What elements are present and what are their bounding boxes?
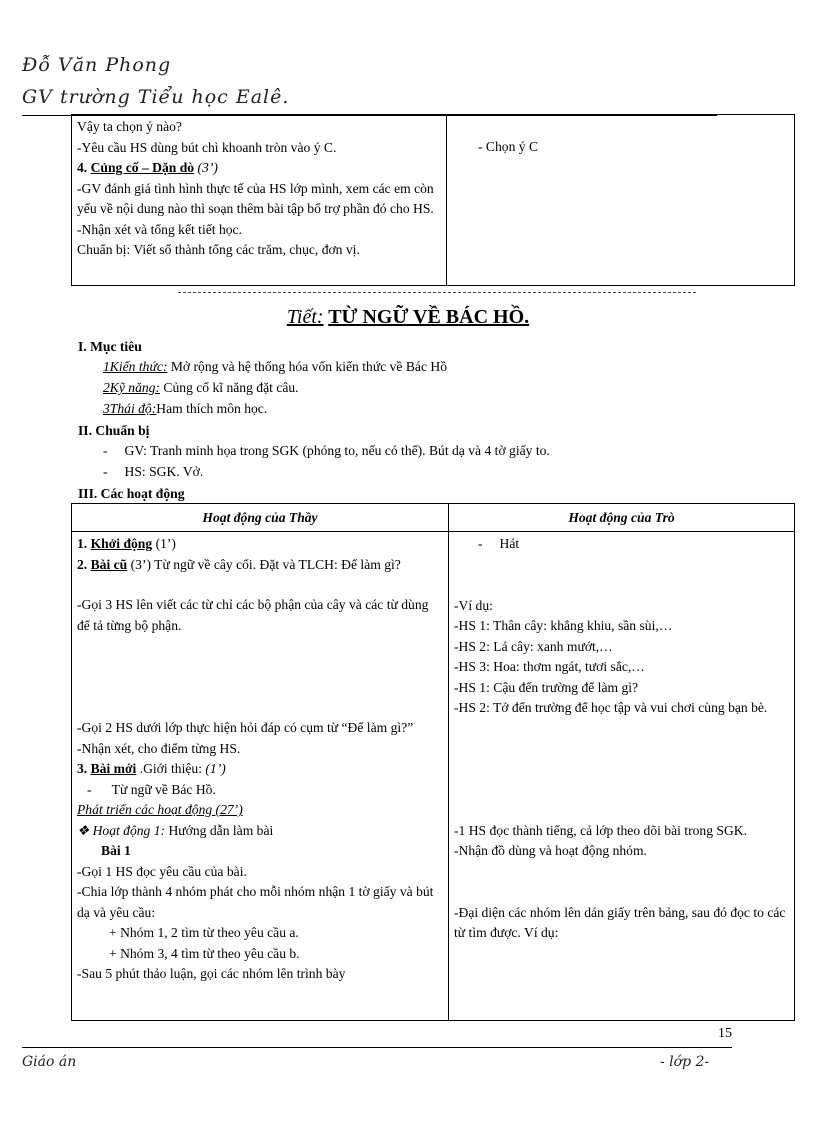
student-answer: - Chọn ý C xyxy=(478,139,539,154)
teacher-line: - Từ ngữ về Bác Hồ. xyxy=(87,781,216,797)
section1-heading: I. Mục tiêu xyxy=(78,339,142,354)
step-title: Bài cũ xyxy=(90,556,128,572)
teacher-line: -Gọi 3 HS lên viết các từ chỉ các bộ phận của cây và các từ dùng để tả từng bộ phận. xyxy=(77,597,429,633)
footer-left: Giáo án xyxy=(22,1054,77,1070)
step-title: Khởi động xyxy=(90,536,153,551)
objective-text: Củng cố kĩ năng đặt câu. xyxy=(160,380,299,395)
top-table-student-cell xyxy=(447,115,795,286)
section2-heading: II. Chuẩn bị xyxy=(78,423,150,438)
student-line: -HS 2: Lá cây: xanh mướt,… xyxy=(454,638,613,654)
exercise-heading: Bài 1 xyxy=(101,843,131,858)
teacher-line: -Chia lớp thành 4 nhóm phát cho mỗi nhóm nhận 1 tờ giấy và bút dạ và yêu cầu: xyxy=(77,884,434,920)
separator-line xyxy=(178,292,696,293)
step-text: .Giới thiệu: xyxy=(136,761,206,776)
student-line: -1 HS đọc thành tiếng, cả lớp theo dõi bài trong SGK. xyxy=(454,822,747,838)
activity-label: ❖ Hoạt động 1: xyxy=(77,822,166,838)
activities-table xyxy=(71,503,795,1021)
col-header-teacher: Hoạt động của Thầy xyxy=(72,504,449,532)
top-line: Chuẩn bị: Viết số thành tổng các trăm, chục, đơn vị. xyxy=(77,242,360,257)
teacher-line: -Gọi 1 HS đọc yêu cầu của bài. xyxy=(77,863,247,879)
activity1-heading xyxy=(77,821,443,842)
objective-attitude xyxy=(103,399,267,419)
footer-divider xyxy=(22,1047,732,1048)
section4-title: Củng cố – Dặn dò xyxy=(90,160,195,175)
teacher-line: -Sau 5 phút thảo luận, gọi các nhóm lên trình bày xyxy=(77,966,346,981)
top-table-teacher-cell xyxy=(72,115,447,286)
teacher-line: + Nhóm 1, 2 tìm từ theo yêu cầu a. xyxy=(109,925,299,940)
activity-text: Hướng dẫn làm bài xyxy=(165,822,274,838)
section3-heading: III. Các hoạt động xyxy=(78,486,185,501)
objective-text: Ham thích môn học. xyxy=(156,401,268,416)
student-line: - Hát xyxy=(478,536,520,551)
lesson-name: TỪ NGỮ VỀ BÁC HỒ. xyxy=(328,306,530,328)
student-line: -HS 2: Tớ đến trường để học tập và vui chơi cùng bạn bè. xyxy=(454,700,768,715)
student-line: -HS 3: Hoa: thơm ngát, tươi sắc,… xyxy=(454,659,645,674)
student-line: -HS 1: Thân cây: khẳng khiu, sần sùi,… xyxy=(454,618,673,633)
teacher-line: -Gọi 2 HS dưới lớp thực hiện hỏi đáp có cụm từ “Để làm gì?” xyxy=(77,720,414,735)
lesson-title xyxy=(0,306,816,329)
objective-label: 2Kỹ năng: xyxy=(103,380,161,395)
teacher-column xyxy=(72,532,449,1021)
step-number: 2. xyxy=(77,556,88,572)
top-line: Vậy ta chọn ý nào? xyxy=(77,119,182,134)
col-header-student: Hoạt động của Trò xyxy=(449,504,795,532)
section4-heading xyxy=(77,158,441,179)
student-column xyxy=(449,532,795,1021)
step-number: 1. xyxy=(77,536,88,551)
objective-label: 3Thái độ: xyxy=(103,401,157,416)
prep-teacher: - GV: Tranh minh họa trong SGK (phóng to, nếu có thể). Bút dạ và 4 tờ giấy to. xyxy=(103,443,550,458)
objective-knowledge xyxy=(103,357,447,377)
page-number: 15 xyxy=(718,1026,732,1041)
objective-skill xyxy=(103,378,299,398)
section4-number: 4. xyxy=(77,160,88,175)
top-line: -Yêu cầu HS dùng bút chì khoanh tròn vào ý C. xyxy=(77,139,337,155)
step-warmup xyxy=(77,534,443,555)
step-new-lesson xyxy=(77,759,443,780)
step-time: (1’) xyxy=(205,761,226,776)
student-line: -Nhận đồ dùng và hoạt động nhóm. xyxy=(454,843,647,858)
step-text: (3’) Từ ngữ về cây cối. Đặt và TLCH: Để làm gì? xyxy=(127,556,401,572)
student-line: -Đại diện các nhóm lên dán giấy trên bảng, sau đó đọc to các từ tìm được. Ví dụ: xyxy=(454,904,786,940)
top-line: -GV đánh giá tình hình thực tế của HS lớp mình, xem các em còn yếu về nội dung nào thì soạn thêm bài tập bổ trợ phần đó cho HS. xyxy=(77,180,434,216)
lesson-label: Tiết: xyxy=(286,306,324,328)
top-activity-table xyxy=(71,114,795,286)
objective-text: Mở rộng và hệ thống hóa vốn kiến thức về Bác Hồ xyxy=(167,359,447,374)
section4-time: (3’) xyxy=(197,160,218,175)
header-position: GV trường Tiểu học Ealê. xyxy=(22,86,290,108)
teacher-line: -Nhận xét, cho điểm từng HS. xyxy=(77,740,241,756)
objective-label: 1Kiến thức: xyxy=(103,359,168,374)
development-heading: Phát triển các hoạt động (27’) xyxy=(77,802,243,817)
header-author: Đỗ Văn Phong xyxy=(22,54,172,76)
step-time: (1’) xyxy=(152,536,176,551)
prep-student: - HS: SGK. Vở. xyxy=(103,464,204,479)
top-line: -Nhận xét và tổng kết tiết học. xyxy=(77,221,242,237)
step-number: 3. xyxy=(77,761,88,776)
student-line: -Ví dụ: xyxy=(454,597,493,613)
step-review xyxy=(77,555,443,576)
footer-right: - lớp 2- xyxy=(660,1054,710,1070)
teacher-line: + Nhóm 3, 4 tìm từ theo yêu cầu b. xyxy=(109,945,300,961)
student-line: -HS 1: Cậu đến trường để làm gì? xyxy=(454,679,639,695)
step-title: Bài mới xyxy=(90,761,137,776)
